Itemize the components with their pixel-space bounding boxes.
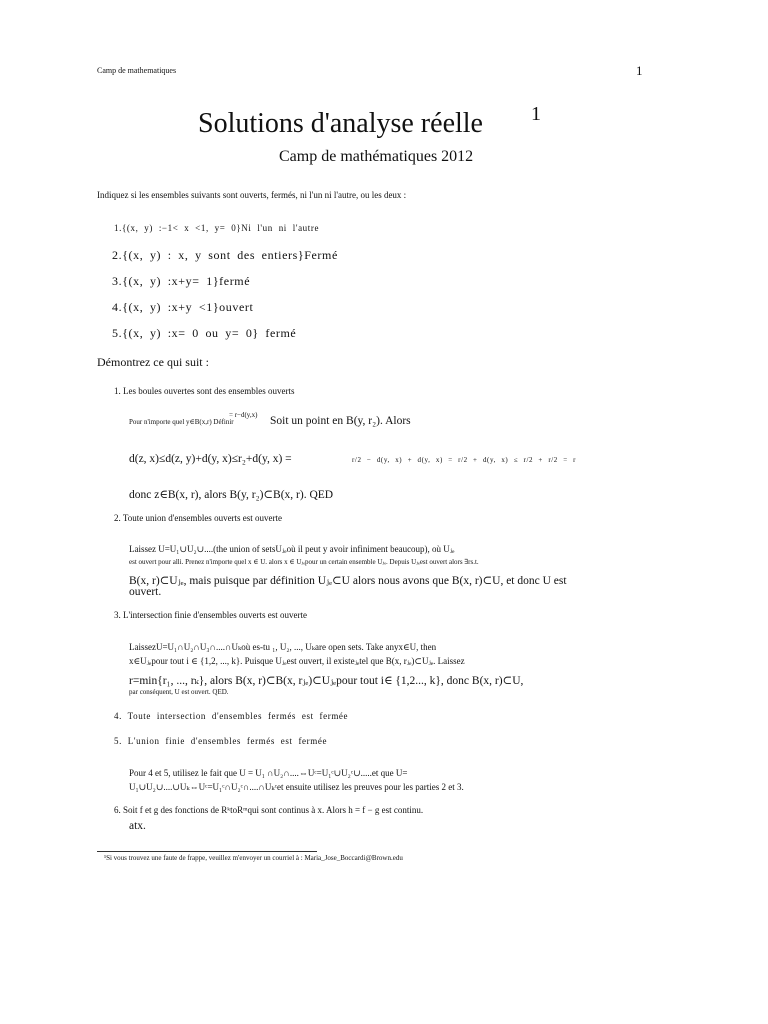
part1-item-2: 2.{(x, y) : x, y sont des entiers}Fermé: [112, 248, 338, 262]
footnote: ¹Si vous trouvez une faute de frappe, veuillez m'envoyer un courriel à : Maria_Jose_Boccardi@Brown.edu: [104, 854, 403, 862]
part1-item-3: 3.{(x, y) :x+y= 1}fermé: [112, 274, 251, 288]
q5-line1: Pour 4 et 5, utilisez le fait que U = U₁ ∩U₂∩....⇔Uᶜ=U₁ᶜ∪U₂ᶜ∪.....et que U=: [129, 768, 408, 778]
q1-line1-main: Soit un point en B(y, r₂). Alors: [270, 415, 411, 427]
footnote-divider: [97, 851, 317, 852]
q6-line1: 6. Soit f et g des fonctions de RᵏtoRᵐqui sont continus à x. Alors h = f − g est continu.: [114, 805, 424, 815]
q2-line1: Laissez U=U₁∪U₂∪....(the union of setsUⱼₑoù il peut y avoir infiniment beaucoup), où Uⱼₑ: [129, 544, 455, 554]
title-footnote-mark: 1: [531, 103, 541, 125]
part1-item-5: 5.{(x, y) :x= 0 ou y= 0} fermé: [112, 326, 297, 340]
q6-line2: atx.: [129, 820, 146, 832]
part2-heading: Démontrez ce qui suit :: [97, 355, 209, 369]
q5-title: 5. L'union finie d'ensembles fermés est fermée: [114, 736, 328, 746]
q1-title: 1. Les boules ouvertes sont des ensembles ouverts: [114, 386, 295, 396]
q3-line3: r=min{r₁, ..., rₖ}, alors B(x, r)⊂B(x, rⱼₑ)⊂Uⱼₑpour tout i∈ {1,2..., k}, donc B(x, r)⊂U,: [129, 675, 524, 687]
q2-line4: ouvert.: [129, 586, 162, 598]
q3-line1: LaissezU=U₁∩U₂∩U₃∩....∩Uₖoù es-tu ₁, U₂, ..., Uₖare open sets. Take anyx∈U, then: [129, 642, 437, 652]
q2-line3: B(x, r)⊂Uⱼₑ, mais puisque par définition Uⱼₑ⊂U alors nous avons que B(x, r)⊂U, et donc U est: [129, 575, 567, 587]
q1-line1-fraction: = r−d(y,x): [229, 411, 258, 419]
q1-line3: donc z∈B(x, r), alors B(y, r₂)⊂B(x, r). QED: [129, 489, 334, 501]
q3-title: 3. L'intersection finie d'ensembles ouverts est ouverte: [114, 610, 307, 620]
page-subtitle: Camp de mathématiques 2012: [279, 148, 474, 165]
q4-title: 4. Toute intersection d'ensembles fermés est fermée: [114, 711, 349, 721]
running-header: Camp de mathematiques: [97, 66, 177, 75]
part1-instruction: Indiquez si les ensembles suivants sont ouverts, fermés, ni l'un ni l'autre, ou les deux :: [97, 190, 407, 200]
page-title: Solutions d'analyse réelle: [198, 108, 483, 139]
q3-line2: x∈Uⱼₑpour tout i ∈ {1,2, ..., k}. Puisque Uⱼₑest ouvert, il existeⱼₑtel que B(x, rⱼₑ)⊂Uⱼₑ. Laissez: [129, 656, 465, 666]
page-number: 1: [636, 63, 643, 78]
q1-line2-right: r/2 − d(y, x) + d(y, x) = r/2 + d(y, x) ≤ r/2 + r/2 = r: [352, 456, 577, 464]
q1-line1-small: Pour n'importe quel y∈B(x,r) Définir: [129, 418, 234, 426]
q1-line2-left: d(z, x)≤d(z, y)+d(y, x)≤r₂+d(y, x) =: [129, 453, 292, 465]
q3-line4: par conséquent, U est ouvert. QED.: [129, 688, 229, 696]
q2-title: 2. Toute union d'ensembles ouverts est ouverte: [114, 513, 283, 523]
q5-line2: U₁∪U₂∪....∪Uₖ⇔Uᶜ=U₁ᶜ∩U₂ᶜ∩....∩Uₖᶜet ensuite utilisez les preuves pour les parties 2 et 3.: [129, 782, 464, 792]
part1-item-4: 4.{(x, y) :x+y <1}ouvert: [112, 300, 254, 314]
q2-line2: est ouvert pour alli. Prenez n'importe quel x ∈ U. alors x ∈ Uⱼₑpour un certain ensemble Uⱼₑ. Depuis Uⱼₑest ouvert alors ∃rs.t.: [129, 558, 479, 566]
part1-item-1: 1.{(x, y) :−1< x <1, y= 0}Ni l'un ni l'autre: [114, 223, 320, 233]
